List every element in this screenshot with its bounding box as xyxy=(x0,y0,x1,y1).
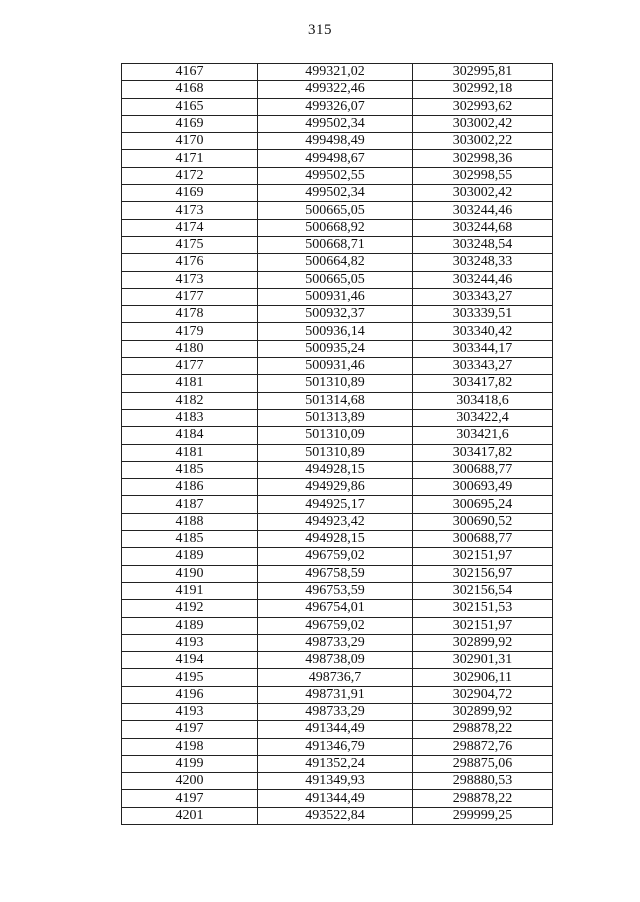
x-coordinate-cell: 500668,92 xyxy=(258,219,413,236)
point-number-cell: 4165 xyxy=(122,98,258,115)
point-number-cell: 4183 xyxy=(122,409,258,426)
table-row xyxy=(122,427,553,444)
y-coordinate-cell: 303418,6 xyxy=(413,392,553,409)
x-coordinate-cell: 494923,42 xyxy=(258,513,413,530)
y-coordinate-cell: 300695,24 xyxy=(413,496,553,513)
x-coordinate-cell: 500665,05 xyxy=(258,202,413,219)
x-coordinate-cell: 500665,05 xyxy=(258,271,413,288)
x-coordinate-cell: 500935,24 xyxy=(258,340,413,357)
table-row xyxy=(122,617,553,634)
table-row xyxy=(122,721,553,738)
point-number-cell: 4179 xyxy=(122,323,258,340)
point-number-cell: 4192 xyxy=(122,600,258,617)
y-coordinate-cell: 298878,22 xyxy=(413,790,553,807)
point-number-cell: 4196 xyxy=(122,686,258,703)
table-row xyxy=(122,288,553,305)
table-row xyxy=(122,634,553,651)
y-coordinate-cell: 303343,27 xyxy=(413,288,553,305)
table-row xyxy=(122,669,553,686)
table-row xyxy=(122,479,553,496)
y-coordinate-cell: 303344,17 xyxy=(413,340,553,357)
y-coordinate-cell: 298878,22 xyxy=(413,721,553,738)
x-coordinate-cell: 491344,49 xyxy=(258,790,413,807)
point-number-cell: 4193 xyxy=(122,634,258,651)
point-number-cell: 4173 xyxy=(122,271,258,288)
table-row xyxy=(122,219,553,236)
y-coordinate-cell: 303002,42 xyxy=(413,115,553,132)
x-coordinate-cell: 498738,09 xyxy=(258,652,413,669)
point-number-cell: 4172 xyxy=(122,167,258,184)
y-coordinate-cell: 300688,77 xyxy=(413,461,553,478)
point-number-cell: 4171 xyxy=(122,150,258,167)
x-coordinate-cell: 496759,02 xyxy=(258,617,413,634)
y-coordinate-cell: 303248,33 xyxy=(413,254,553,271)
x-coordinate-cell: 500932,37 xyxy=(258,306,413,323)
y-coordinate-cell: 303244,46 xyxy=(413,271,553,288)
table-row xyxy=(122,306,553,323)
point-number-cell: 4169 xyxy=(122,115,258,132)
point-number-cell: 4170 xyxy=(122,133,258,150)
table-row xyxy=(122,236,553,253)
table-row xyxy=(122,340,553,357)
x-coordinate-cell: 500664,82 xyxy=(258,254,413,271)
page-number: 315 xyxy=(308,22,332,38)
point-number-cell: 4197 xyxy=(122,790,258,807)
x-coordinate-cell: 494928,15 xyxy=(258,461,413,478)
y-coordinate-cell: 303002,22 xyxy=(413,133,553,150)
table-row xyxy=(122,98,553,115)
y-coordinate-cell: 303244,46 xyxy=(413,202,553,219)
point-number-cell: 4185 xyxy=(122,461,258,478)
point-number-cell: 4193 xyxy=(122,703,258,720)
x-coordinate-cell: 491352,24 xyxy=(258,755,413,772)
table-row xyxy=(122,358,553,375)
point-number-cell: 4167 xyxy=(122,64,258,81)
y-coordinate-cell: 302998,55 xyxy=(413,167,553,184)
table-row xyxy=(122,185,553,202)
y-coordinate-cell: 302151,97 xyxy=(413,617,553,634)
x-coordinate-cell: 491349,93 xyxy=(258,773,413,790)
point-number-cell: 4176 xyxy=(122,254,258,271)
table-row xyxy=(122,548,553,565)
point-number-cell: 4182 xyxy=(122,392,258,409)
table-row xyxy=(122,167,553,184)
point-number-cell: 4190 xyxy=(122,565,258,582)
table-row xyxy=(122,565,553,582)
x-coordinate-cell: 501313,89 xyxy=(258,409,413,426)
point-number-cell: 4186 xyxy=(122,479,258,496)
y-coordinate-cell: 302992,18 xyxy=(413,81,553,98)
table-row xyxy=(122,115,553,132)
point-number-cell: 4191 xyxy=(122,582,258,599)
y-coordinate-cell: 300690,52 xyxy=(413,513,553,530)
table-row xyxy=(122,703,553,720)
x-coordinate-cell: 499322,46 xyxy=(258,81,413,98)
table-row xyxy=(122,133,553,150)
y-coordinate-cell: 302993,62 xyxy=(413,98,553,115)
x-coordinate-cell: 496759,02 xyxy=(258,548,413,565)
table-row xyxy=(122,64,553,81)
x-coordinate-cell: 499502,34 xyxy=(258,115,413,132)
point-number-cell: 4168 xyxy=(122,81,258,98)
y-coordinate-cell: 303422,4 xyxy=(413,409,553,426)
point-number-cell: 4169 xyxy=(122,185,258,202)
x-coordinate-cell: 498731,91 xyxy=(258,686,413,703)
x-coordinate-cell: 499498,49 xyxy=(258,133,413,150)
table-row xyxy=(122,600,553,617)
y-coordinate-cell: 303339,51 xyxy=(413,306,553,323)
y-coordinate-cell: 302156,97 xyxy=(413,565,553,582)
y-coordinate-cell: 298872,76 xyxy=(413,738,553,755)
x-coordinate-cell: 501310,89 xyxy=(258,375,413,392)
x-coordinate-cell: 498736,7 xyxy=(258,669,413,686)
y-coordinate-cell: 299999,25 xyxy=(413,807,553,824)
point-number-cell: 4197 xyxy=(122,721,258,738)
x-coordinate-cell: 499498,67 xyxy=(258,150,413,167)
x-coordinate-cell: 498733,29 xyxy=(258,703,413,720)
point-number-cell: 4177 xyxy=(122,288,258,305)
y-coordinate-cell: 302151,97 xyxy=(413,548,553,565)
table-row xyxy=(122,807,553,824)
point-number-cell: 4188 xyxy=(122,513,258,530)
table-row xyxy=(122,323,553,340)
x-coordinate-cell: 493522,84 xyxy=(258,807,413,824)
point-number-cell: 4180 xyxy=(122,340,258,357)
y-coordinate-cell: 302904,72 xyxy=(413,686,553,703)
table-row xyxy=(122,392,553,409)
table-row xyxy=(122,254,553,271)
point-number-cell: 4178 xyxy=(122,306,258,323)
table-row xyxy=(122,271,553,288)
y-coordinate-cell: 303340,42 xyxy=(413,323,553,340)
x-coordinate-cell: 500668,71 xyxy=(258,236,413,253)
table-row xyxy=(122,582,553,599)
point-number-cell: 4199 xyxy=(122,755,258,772)
x-coordinate-cell: 494925,17 xyxy=(258,496,413,513)
x-coordinate-cell: 496753,59 xyxy=(258,582,413,599)
x-coordinate-cell: 496754,01 xyxy=(258,600,413,617)
table-row xyxy=(122,409,553,426)
table-row xyxy=(122,461,553,478)
x-coordinate-cell: 500931,46 xyxy=(258,288,413,305)
y-coordinate-cell: 298880,53 xyxy=(413,773,553,790)
y-coordinate-cell: 303248,54 xyxy=(413,236,553,253)
x-coordinate-cell: 498733,29 xyxy=(258,634,413,651)
table-row xyxy=(122,531,553,548)
y-coordinate-cell: 303417,82 xyxy=(413,444,553,461)
point-number-cell: 4175 xyxy=(122,236,258,253)
y-coordinate-cell: 302901,31 xyxy=(413,652,553,669)
y-coordinate-cell: 303244,68 xyxy=(413,219,553,236)
table-row xyxy=(122,652,553,669)
y-coordinate-cell: 302151,53 xyxy=(413,600,553,617)
point-number-cell: 4200 xyxy=(122,773,258,790)
y-coordinate-cell: 303417,82 xyxy=(413,375,553,392)
x-coordinate-cell: 499502,34 xyxy=(258,185,413,202)
table-row xyxy=(122,686,553,703)
x-coordinate-cell: 500936,14 xyxy=(258,323,413,340)
point-number-cell: 4185 xyxy=(122,531,258,548)
table-row xyxy=(122,375,553,392)
point-number-cell: 4201 xyxy=(122,807,258,824)
table-row xyxy=(122,738,553,755)
point-number-cell: 4189 xyxy=(122,617,258,634)
x-coordinate-cell: 494928,15 xyxy=(258,531,413,548)
table-row xyxy=(122,496,553,513)
y-coordinate-cell: 302998,36 xyxy=(413,150,553,167)
point-number-cell: 4184 xyxy=(122,427,258,444)
x-coordinate-cell: 494929,86 xyxy=(258,479,413,496)
table-row xyxy=(122,444,553,461)
point-number-cell: 4195 xyxy=(122,669,258,686)
x-coordinate-cell: 499502,55 xyxy=(258,167,413,184)
x-coordinate-cell: 501310,89 xyxy=(258,444,413,461)
y-coordinate-cell: 300693,49 xyxy=(413,479,553,496)
x-coordinate-cell: 500931,46 xyxy=(258,358,413,375)
table-row xyxy=(122,150,553,167)
y-coordinate-cell: 303002,42 xyxy=(413,185,553,202)
y-coordinate-cell: 302906,11 xyxy=(413,669,553,686)
point-number-cell: 4194 xyxy=(122,652,258,669)
coordinates-table xyxy=(121,63,553,825)
y-coordinate-cell: 303421,6 xyxy=(413,427,553,444)
coordinates-table-body xyxy=(122,64,553,825)
point-number-cell: 4174 xyxy=(122,219,258,236)
table-row xyxy=(122,790,553,807)
point-number-cell: 4187 xyxy=(122,496,258,513)
point-number-cell: 4181 xyxy=(122,444,258,461)
y-coordinate-cell: 300688,77 xyxy=(413,531,553,548)
y-coordinate-cell: 302899,92 xyxy=(413,634,553,651)
table-row xyxy=(122,773,553,790)
point-number-cell: 4177 xyxy=(122,358,258,375)
x-coordinate-cell: 499321,02 xyxy=(258,64,413,81)
x-coordinate-cell: 491346,79 xyxy=(258,738,413,755)
y-coordinate-cell: 302156,54 xyxy=(413,582,553,599)
y-coordinate-cell: 302995,81 xyxy=(413,64,553,81)
point-number-cell: 4198 xyxy=(122,738,258,755)
x-coordinate-cell: 491344,49 xyxy=(258,721,413,738)
x-coordinate-cell: 496758,59 xyxy=(258,565,413,582)
point-number-cell: 4189 xyxy=(122,548,258,565)
y-coordinate-cell: 303343,27 xyxy=(413,358,553,375)
table-row xyxy=(122,513,553,530)
point-number-cell: 4173 xyxy=(122,202,258,219)
table-row xyxy=(122,755,553,772)
table-row xyxy=(122,202,553,219)
table-row xyxy=(122,81,553,98)
y-coordinate-cell: 298875,06 xyxy=(413,755,553,772)
x-coordinate-cell: 501310,09 xyxy=(258,427,413,444)
x-coordinate-cell: 501314,68 xyxy=(258,392,413,409)
y-coordinate-cell: 302899,92 xyxy=(413,703,553,720)
x-coordinate-cell: 499326,07 xyxy=(258,98,413,115)
point-number-cell: 4181 xyxy=(122,375,258,392)
